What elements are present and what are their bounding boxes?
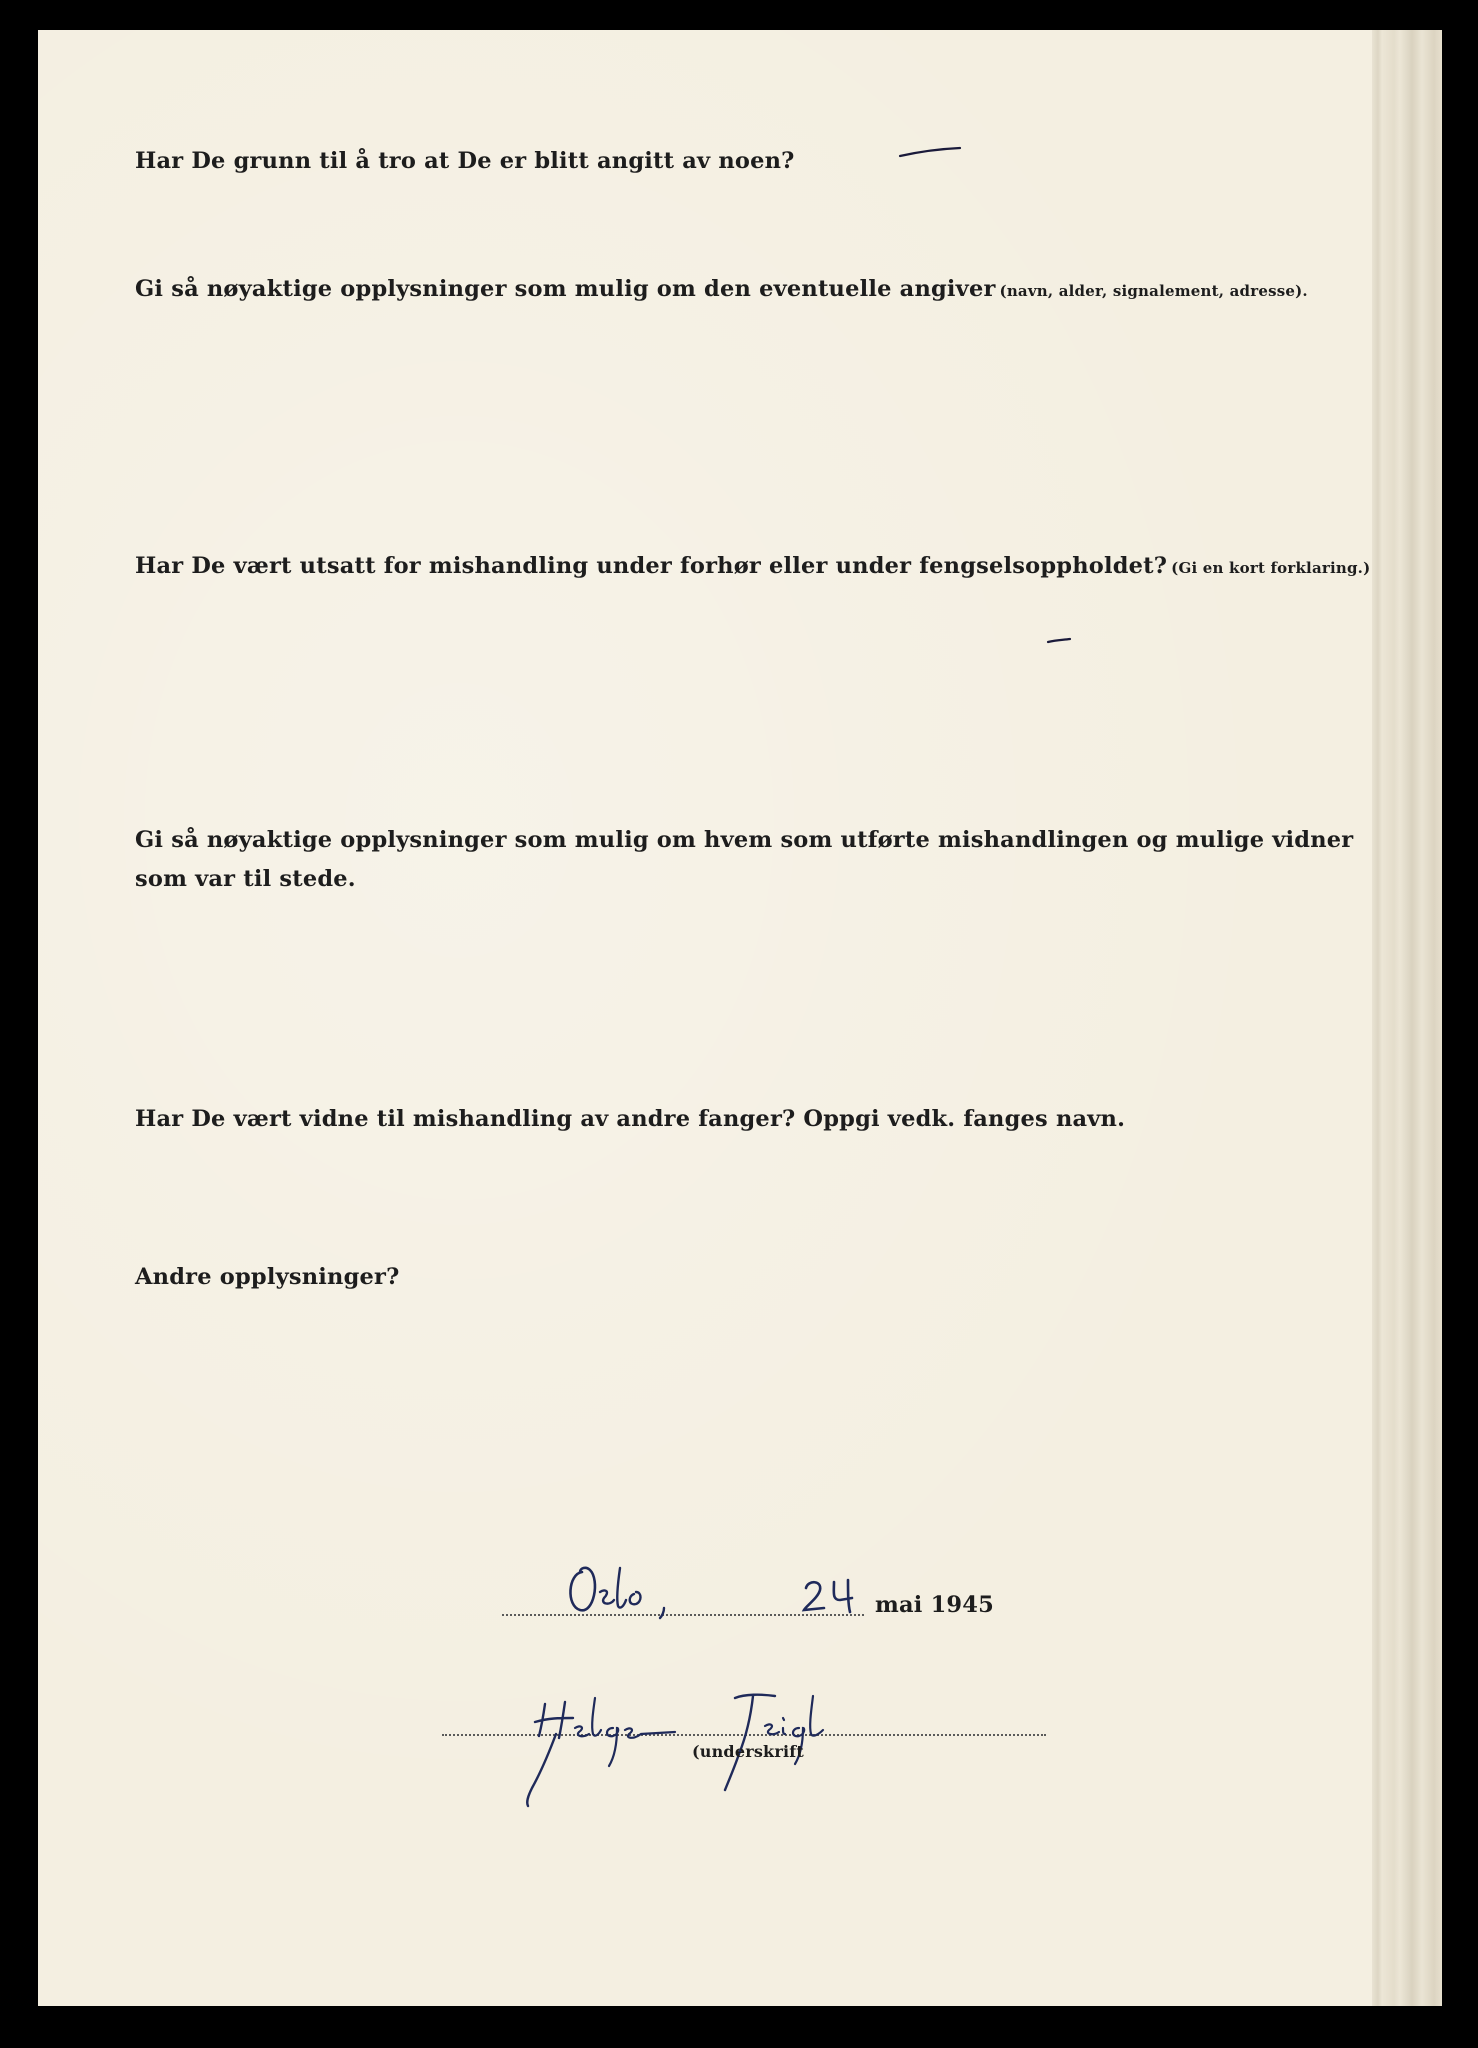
handwritten-dash-2 (1046, 636, 1072, 646)
question-mistreatment-note: (Gi en kort forklaring.) (1171, 559, 1371, 577)
question-mistreatment (135, 553, 1370, 579)
question-perpetrators-line1: Gi så nøyaktige opplysninger som mulig om hvem som utførte mishandlingen og mulige vidner (135, 827, 1354, 853)
page-edge-strip (1372, 30, 1442, 2006)
question-mistreatment-text: Har De vært utsatt for mishandling under forhør eller under fengselsoppholdet? (135, 553, 1168, 579)
question-witness: Har De vært vidne til mishandling av andre fanger? Oppgi vedk. fanges navn. (135, 1106, 1126, 1132)
handwritten-day (800, 1574, 870, 1618)
question-perpetrators-line2: som var til stede. (135, 866, 356, 892)
question-informer: Har De grunn til å tro at De er blitt angitt av noen? (135, 148, 795, 174)
handwritten-dash-1 (898, 146, 962, 160)
signature-label: (underskrift (692, 1742, 804, 1761)
question-informer-details-note: (navn, alder, signalement, adresse). (999, 282, 1308, 300)
date-month-year: mai 1945 (875, 1592, 994, 1618)
question-informer-details (135, 276, 1308, 302)
question-informer-details-text: Gi så nøyaktige opplysninger som mulig om den eventuelle angiver (135, 276, 996, 302)
handwritten-signature (525, 1684, 855, 1804)
question-other-info: Andre opplysninger? (135, 1264, 400, 1290)
handwritten-place-oslo (560, 1558, 700, 1620)
